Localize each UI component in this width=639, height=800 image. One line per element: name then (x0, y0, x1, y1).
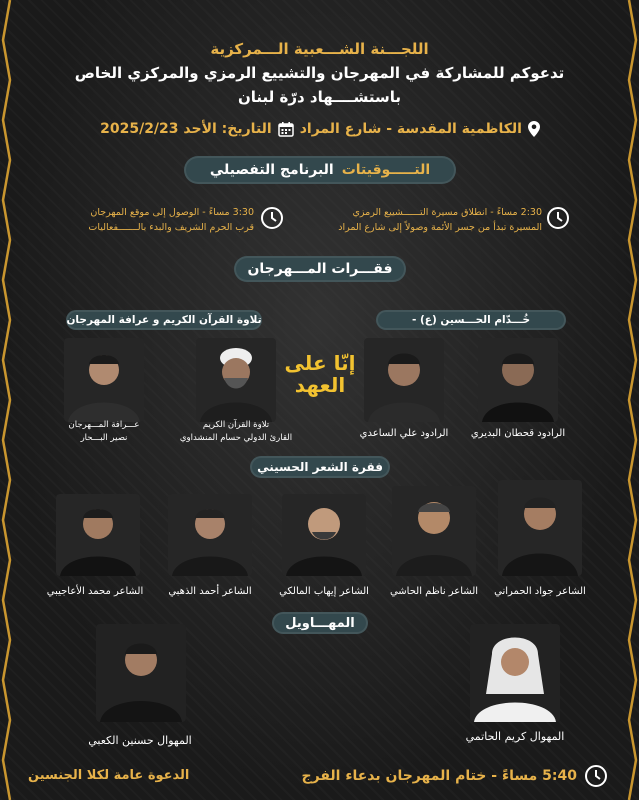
poet-mohammed-photo (56, 494, 140, 576)
closing-time: 5:40 مساءً - ختام المهرجان بدعاء الفرج (301, 768, 577, 784)
caption-mahwal-kareem: المهوال كريم الحاتمي (465, 730, 565, 743)
reciter-ali-photo (364, 338, 444, 422)
caption-poet-jawad: الشاعر جواد الحمراني (494, 586, 586, 597)
caption-mahwal-hasanain: المهوال حسنين الكعبي (88, 734, 192, 747)
poet-nadhim-photo (392, 486, 476, 576)
caption-host-1: عـــرافة المـــهرجان (68, 420, 140, 430)
clock-icon (584, 764, 608, 788)
poet-jawad-photo (498, 480, 582, 576)
caption-qahtan: الرادود قحطان البديري (470, 428, 566, 439)
event-date: التاريخ: الأحد 2025/2/23 (100, 121, 272, 137)
caption-poet-mohammed: الشاعر محمد الأعاجيبي (46, 586, 144, 597)
schedule-item-2-title: 3:30 مساءً - الوصول إلى موقع المهرجان (90, 207, 254, 218)
caption-quran-1: تلاوة القرآن الكريم (202, 420, 270, 430)
caption-poet-ahmad: الشاعر أحمد الذهبي (168, 586, 252, 597)
schedule-item-1-detail: المسيرة تبدأ من جسر الأئمة وصولاً إلى شارع المراد (338, 222, 542, 233)
caption-quran-2: القارئ الدولي حسام المنشداوي (179, 433, 293, 443)
caption-host-2: نصير البـــحار (80, 433, 128, 443)
host-naseer-photo (64, 338, 144, 422)
clock-icon (260, 206, 284, 230)
right-frame-ornament (625, 0, 639, 800)
mahawil-banner: المهـــاويل (272, 612, 368, 634)
caption-poet-nadhim: الشاعر ناظم الحاشي (389, 586, 479, 597)
schedule-banner (184, 156, 456, 184)
logo-text: إنّا على العهد (284, 351, 356, 397)
martyrdom-line: باستشــــهاد درّة لبنان (237, 88, 402, 106)
segments-banner: فقـــرات المـــهرجان (234, 256, 406, 282)
calendar-icon (278, 121, 294, 137)
quran-reciter-photo (196, 338, 276, 422)
mahwal-hasanain-photo (96, 624, 186, 722)
schedule-item-1-title: 2:30 مساءً - انطلاق مسيرة التــــــشييع الرمزي (352, 207, 542, 218)
left-frame-ornament (0, 0, 14, 800)
reciter-qahtan-photo (478, 338, 558, 422)
poetry-banner: فقرة الشعر الحسيني (250, 456, 390, 478)
schedule-banner-rest: البرنامج التفصيلي (209, 162, 334, 178)
poet-ihab-photo (282, 494, 366, 576)
location-date-line (60, 118, 580, 140)
schedule-banner-highlight: التـــــوقيتات (341, 162, 431, 178)
invitation-line: تدعوكم للمشاركة في المهرجان والتشييع الرمزي والمركزي الخاص (74, 64, 565, 82)
caption-poet-ihab: الشاعر إيهاب المالكي (279, 586, 369, 597)
mahwal-kareem-photo (470, 624, 560, 722)
quran-banner: تلاوة القرآن الكريم و عرافة المهرجان (66, 310, 262, 330)
clock-icon (546, 206, 570, 230)
schedule-item-2-detail: قرب الحرم الشريف والبدء بالـــــــفعاليات (88, 222, 254, 233)
caption-ali: الرادود علي الساعدي (359, 428, 449, 439)
poet-ahmad-photo (168, 494, 252, 576)
event-location: الكاظمية المقدسة - شارع المراد (299, 121, 522, 137)
location-pin-icon (528, 121, 540, 137)
committee-title: اللجـــنة الشـــعبية الـــمركزية (210, 40, 429, 58)
public-invitation: الدعوة عامة لكلا الجنسين (28, 768, 190, 783)
khuddam-banner: خُـــدّام الحـــسين (ع) - (376, 310, 566, 330)
